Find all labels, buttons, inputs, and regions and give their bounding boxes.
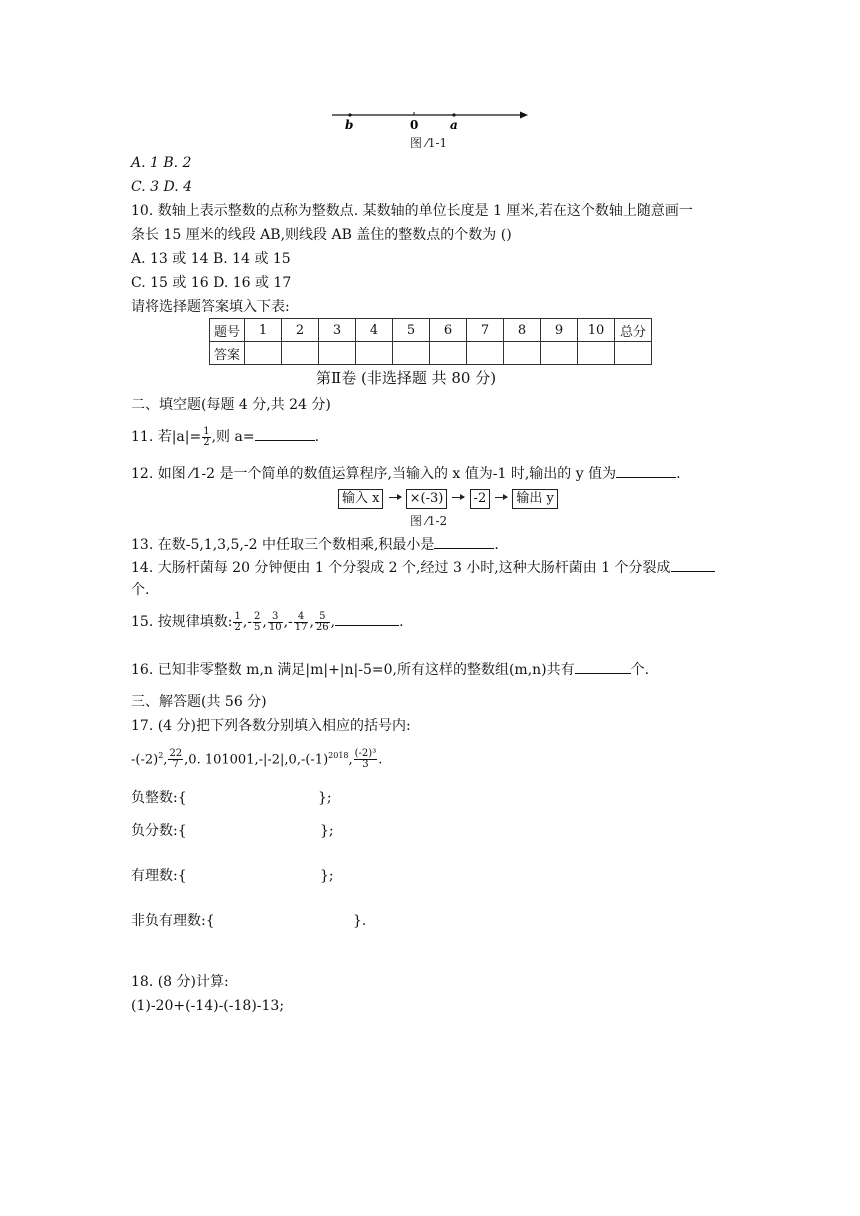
q13-text: 13. 在数-5,1,3,5,-2 中任取三个数相乘,积最小是 bbox=[131, 537, 435, 553]
part2-title: 第Ⅱ卷 (非选择题 共 80 分) bbox=[316, 369, 497, 387]
answer-cell[interactable] bbox=[578, 342, 615, 365]
q10-options-line1: A. 13 或 14 B. 14 或 15 bbox=[131, 251, 291, 267]
answer-label-cell: 答案 bbox=[210, 342, 245, 365]
answer-cell[interactable] bbox=[504, 342, 541, 365]
question-number-cell: 8 bbox=[504, 319, 541, 342]
q12-text: 12. 如图 ⁄1-2 是一个简单的数值运算程序,当输入的 x 值为-1 时,输出的 y 值为 bbox=[131, 466, 617, 482]
answer-cell[interactable] bbox=[430, 342, 467, 365]
q11: 11. 若|a|= $\frac{1}{2}$ ,则 a= . bbox=[131, 425, 320, 448]
label-b: b bbox=[345, 118, 354, 132]
answer-table-header-row bbox=[210, 319, 652, 342]
q13: 13. 在数-5,1,3,5,-2 中任取三个数相乘,积最小是 . bbox=[131, 534, 499, 555]
q12-answer-blank[interactable] bbox=[616, 463, 676, 478]
flow-arrow-icon bbox=[495, 497, 507, 498]
answer-cell[interactable] bbox=[541, 342, 578, 365]
answer-cell[interactable] bbox=[319, 342, 356, 365]
category-nonneg-rationals: 非负有理数:{ bbox=[131, 913, 215, 929]
category-rationals: 有理数:{ bbox=[131, 868, 187, 884]
q15-prefix: 15. 按规律填数: bbox=[131, 614, 233, 630]
q15: 15. 按规律填数: $\frac{1}{2}$ ,- $\frac{2}{5}$ , $\frac{3}{10}$ ,- $\frac{4}{17}$ , $\frac{5}{26}$ , . bbox=[131, 610, 404, 633]
q15-fraction: $\frac{4}{17}$ bbox=[294, 610, 308, 633]
number-line-figure bbox=[328, 106, 538, 132]
section-solve: 三、解答题(共 56 分) bbox=[131, 694, 267, 710]
q12: 12. 如图 ⁄1-2 是一个简单的数值运算程序,当输入的 x 值为-1 时,输出的 y 值为 . bbox=[131, 463, 681, 484]
question-number-cell: 2 bbox=[282, 319, 319, 342]
answer-cell[interactable] bbox=[467, 342, 504, 365]
answer-table-intro: 请将选择题答案填入下表: bbox=[131, 299, 290, 315]
q12-flowchart bbox=[338, 487, 558, 509]
total-label-cell: 总分 bbox=[615, 319, 652, 342]
q11-answer-blank[interactable] bbox=[255, 426, 315, 441]
q17-title: 17. (4 分)把下列各数分别填入相应的括号内: bbox=[131, 718, 411, 734]
q14-line1: 14. 大肠杆菌每 20 分钟便由 1 个分裂成 2 个,经过 3 小时,这种大肠杆菌由 1 个分裂成 bbox=[131, 560, 671, 576]
answer-cell[interactable] bbox=[615, 342, 652, 365]
question-number-cell: 1 bbox=[245, 319, 282, 342]
q15-fraction: $\frac{1}{2}$ bbox=[234, 610, 241, 633]
q11-suffix: ,则 a= bbox=[211, 429, 255, 445]
answer-table bbox=[209, 318, 652, 365]
q17-numbers: $-(-2)^2$, $\frac{22}{7}$ ,0. $101001,-|-2|,0,-(-1)^{2018}$, $\frac{\text{(-2)³}}{3}$ . bbox=[131, 748, 383, 771]
question-number-cell: 6 bbox=[430, 319, 467, 342]
flow-subtract-box: -2 bbox=[470, 489, 491, 509]
q14 bbox=[131, 557, 715, 578]
q10-options-line2: C. 15 或 16 D. 16 或 17 bbox=[131, 275, 292, 291]
category-negative-integers-close: }; bbox=[318, 790, 332, 806]
category-rationals-close: }; bbox=[320, 868, 334, 884]
q9-options-line2: C. 3 D. 4 bbox=[131, 179, 193, 195]
answer-cell[interactable] bbox=[245, 342, 282, 365]
question-number-cell: 5 bbox=[393, 319, 430, 342]
number-line-arrow bbox=[520, 112, 528, 119]
q10-line2: 条长 15 厘米的线段 AB,则线段 AB 盖住的整数点的个数为 () bbox=[131, 227, 512, 243]
q14-line2: 个. bbox=[131, 582, 150, 598]
label-zero: 0 bbox=[410, 118, 419, 132]
q15-fraction: $\frac{2}{5}$ bbox=[254, 610, 261, 633]
q10-line1: 10. 数轴上表示整数的点称为整数点. 某数轴的单位长度是 1 厘米,若在这个数轴上随意画一 bbox=[131, 203, 693, 219]
category-negative-integers: 负整数:{ bbox=[131, 790, 187, 806]
q16-text: 16. 已知非零整数 m,n 满足|m|+|n|-5=0,所有这样的整数组(m,n)共有 bbox=[131, 662, 575, 678]
q9-options-line1: A. 1 B. 2 bbox=[131, 155, 192, 171]
flow-output-box: 输出 y bbox=[512, 489, 557, 509]
header-label-cell: 题号 bbox=[210, 319, 245, 342]
q13-answer-blank[interactable] bbox=[434, 534, 494, 549]
q11-prefix: 11. 若|a|= bbox=[131, 429, 202, 445]
point-a bbox=[452, 113, 455, 116]
q11-fraction: $\frac{1}{2}$ bbox=[203, 425, 210, 448]
flow-arrow-icon bbox=[389, 497, 401, 498]
figure1-caption: 图 ⁄1-1 bbox=[410, 136, 448, 150]
flow-multiply-box: ×(-3) bbox=[406, 489, 448, 509]
q15-answer-blank[interactable] bbox=[335, 611, 399, 626]
q18-sub1: (1)-20+(-14)-(-18)-13; bbox=[131, 998, 285, 1014]
question-number-cell: 3 bbox=[319, 319, 356, 342]
point-b bbox=[348, 113, 351, 116]
q16: 16. 已知非零整数 m,n 满足|m|+|n|-5=0,所有这样的整数组(m,n)共有 个. bbox=[131, 659, 649, 680]
category-negative-fractions-close: }; bbox=[320, 823, 334, 839]
category-negative-fractions: 负分数:{ bbox=[131, 823, 187, 839]
q16-answer-blank[interactable] bbox=[575, 659, 631, 674]
answer-table-answer-row bbox=[210, 342, 652, 365]
q17-fraction: $\frac{22}{7}$ bbox=[169, 748, 183, 771]
q15-fraction: $\frac{5}{26}$ bbox=[315, 610, 329, 633]
category-nonneg-rationals-close: }. bbox=[353, 913, 367, 929]
question-number-cell: 7 bbox=[467, 319, 504, 342]
q14-answer-blank[interactable] bbox=[671, 557, 715, 572]
answer-cell[interactable] bbox=[356, 342, 393, 365]
section-fill-in: 二、填空题(每题 4 分,共 24 分) bbox=[131, 397, 331, 413]
figure2-caption: 图 ⁄1-2 bbox=[410, 514, 448, 528]
q15-fraction: $\frac{3}{10}$ bbox=[268, 610, 282, 633]
q17-fraction: $\frac{\text{(-2)³}}{3}$ bbox=[354, 748, 377, 771]
answer-cell[interactable] bbox=[282, 342, 319, 365]
q18-title: 18. (8 分)计算: bbox=[131, 974, 229, 990]
question-number-cell: 4 bbox=[356, 319, 393, 342]
flow-input-box: 输入 x bbox=[338, 489, 383, 509]
question-number-cell: 10 bbox=[578, 319, 615, 342]
flow-arrow-icon bbox=[452, 497, 464, 498]
question-number-cell: 9 bbox=[541, 319, 578, 342]
answer-cell[interactable] bbox=[393, 342, 430, 365]
label-a: a bbox=[450, 118, 458, 132]
